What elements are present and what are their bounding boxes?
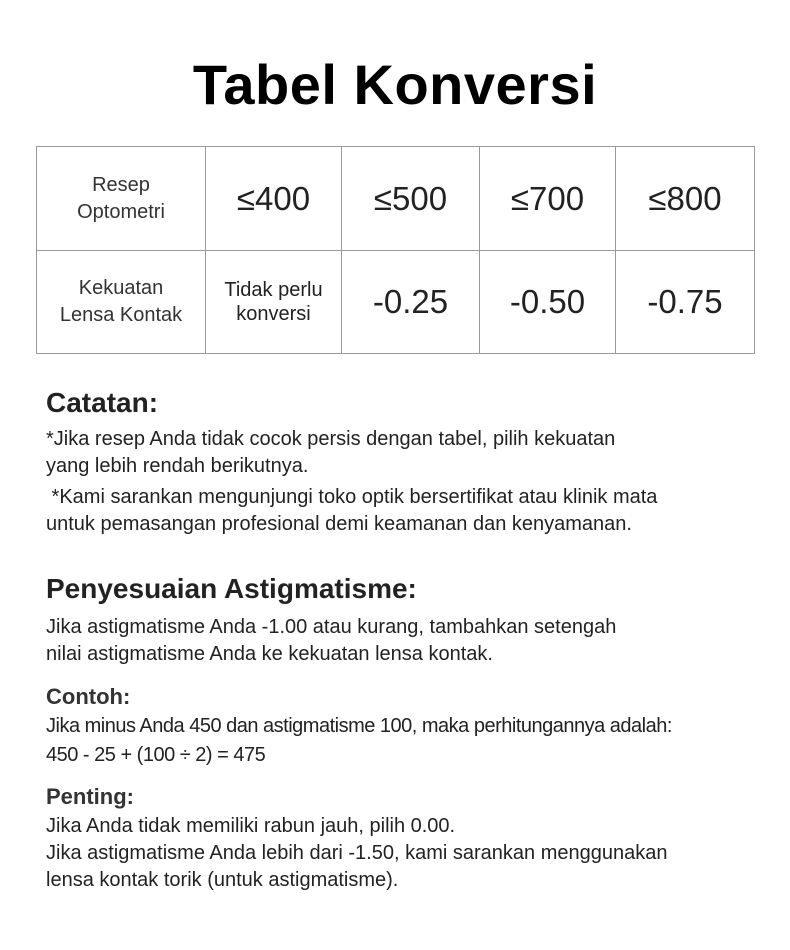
astigmatism-heading: Penyesuaian Astigmatisme: bbox=[46, 573, 417, 604]
astigmatism-text bbox=[46, 614, 776, 668]
table-row-contact-lens bbox=[37, 251, 755, 354]
no-conversion-text: konversi bbox=[236, 303, 311, 325]
row-header-contact-lens bbox=[37, 251, 206, 354]
note-line: *Jika resep Anda tidak cocok persis dengan tabel, pilih kekuatan bbox=[46, 428, 616, 450]
table-cell bbox=[480, 251, 616, 354]
conversion-table bbox=[36, 146, 755, 354]
note-first bbox=[46, 426, 776, 480]
example-heading: Contoh: bbox=[46, 684, 131, 709]
prescription-value: ≤800 bbox=[648, 179, 722, 217]
row-header-line: Kekuatan bbox=[78, 277, 164, 299]
note-second bbox=[46, 484, 776, 538]
row-header-line: Resep bbox=[92, 173, 150, 196]
page-title: Tabel Konversi bbox=[192, 53, 598, 116]
table-cell bbox=[342, 147, 480, 251]
prescription-value: ≤700 bbox=[510, 179, 585, 217]
astigmatism-line: Jika astigmatisme Anda -1.00 atau kurang, tambahkan setengah bbox=[46, 616, 617, 638]
table-cell bbox=[616, 147, 755, 251]
example-line: Jika minus Anda 450 dan astigmatisme 100, maka perhitungannya adalah: bbox=[46, 715, 672, 737]
lens-power-value: -0.25 bbox=[372, 283, 449, 320]
prescription-value: ≤400 bbox=[236, 179, 311, 217]
notes-heading: Catatan: bbox=[46, 387, 159, 418]
important-heading: Penting: bbox=[46, 784, 134, 809]
no-conversion-text: Tidak perlu bbox=[224, 279, 323, 301]
note-line: untuk pemasangan profesional demi keamanan dan kenyamanan. bbox=[46, 513, 632, 535]
important-line: Jika Anda tidak memiliki rabun jauh, pilih 0.00. bbox=[46, 815, 456, 837]
lens-power-value: -0.75 bbox=[647, 283, 723, 320]
row-header-line: Lensa Kontak bbox=[59, 304, 183, 326]
example-text bbox=[46, 712, 786, 770]
table-cell bbox=[342, 251, 480, 354]
note-line: *Kami sarankan mengunjungi toko optik bersertifikat atau klinik mata bbox=[46, 486, 658, 508]
note-line: yang lebih rendah berikutnya. bbox=[46, 455, 309, 477]
table-row-prescription bbox=[37, 147, 755, 251]
lens-power-value: -0.50 bbox=[509, 283, 586, 320]
example-formula: 450 - 25 + (100 ÷ 2) = 475 bbox=[46, 744, 266, 766]
table-cell bbox=[206, 147, 342, 251]
astigmatism-line: nilai astigmatisme Anda ke kekuatan lensa kontak. bbox=[46, 643, 493, 665]
row-header-prescription bbox=[37, 147, 206, 251]
important-text bbox=[46, 813, 776, 894]
table-cell bbox=[616, 251, 755, 354]
important-line: Jika astigmatisme Anda lebih dari -1.50, kami sarankan menggunakan bbox=[46, 842, 668, 864]
table-cell bbox=[480, 147, 616, 251]
row-header-line: Optometri bbox=[77, 200, 165, 223]
prescription-value: ≤500 bbox=[373, 179, 448, 217]
table-cell bbox=[206, 251, 342, 354]
important-line: lensa kontak torik (untuk astigmatisme). bbox=[46, 869, 399, 891]
